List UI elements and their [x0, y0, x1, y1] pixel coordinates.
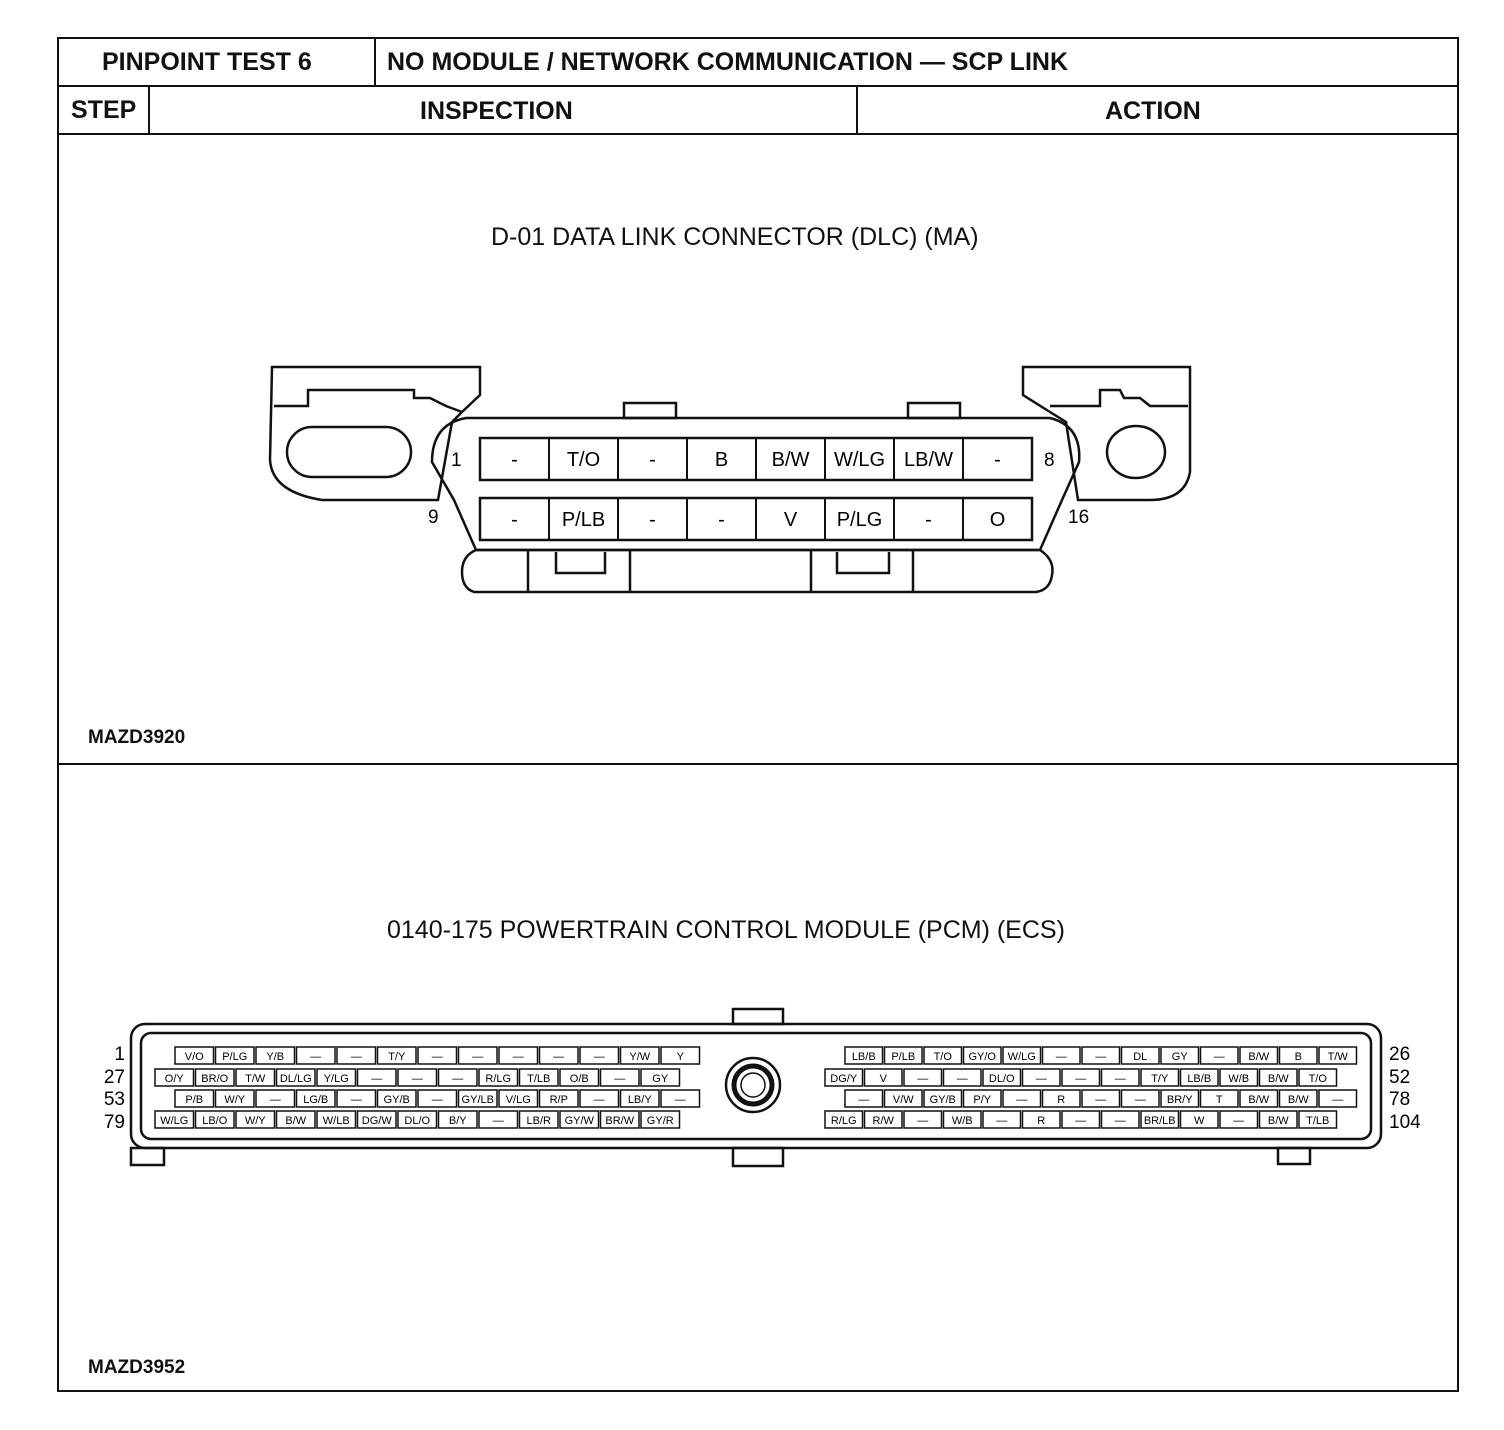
- pcm-pin-label: GY: [652, 1073, 669, 1085]
- pcm-pin-number-1: 1: [114, 1044, 125, 1065]
- dlc-pin-label: -: [511, 449, 518, 471]
- dlc-pin-label: P/LG: [836, 509, 883, 531]
- pcm-pin-label: —: [431, 1051, 443, 1063]
- pcm-pin-label: T/LB: [527, 1073, 551, 1085]
- pcm-pin-label: —: [371, 1073, 383, 1085]
- pcm-pin-label: —: [1075, 1115, 1087, 1127]
- pcm-pin-label: —: [917, 1073, 929, 1085]
- pcm-pin-label: —: [1134, 1094, 1146, 1106]
- pcm-pin-label: B/Y: [448, 1115, 467, 1127]
- pcm-pin-label: —: [1213, 1051, 1225, 1063]
- dlc-pin-label: -: [925, 509, 932, 531]
- pcm-pin-label: DL/O: [988, 1073, 1015, 1085]
- pcm-pin-number-79: 79: [103, 1112, 125, 1133]
- pcm-pin-label: T/LB: [1306, 1115, 1330, 1127]
- column-action: ACTION: [1105, 97, 1201, 125]
- test-title: NO MODULE / NETWORK COMMUNICATION — SCP LINK: [387, 48, 1068, 76]
- pcm-pin-label: T: [1215, 1094, 1223, 1106]
- dlc-pin-label: -: [994, 449, 1001, 471]
- pcm-pin-label: B: [1294, 1051, 1302, 1063]
- pcm-pin-label: BR/W: [605, 1115, 635, 1127]
- dlc-pin-label: P/LB: [561, 509, 606, 531]
- pcm-pin-label: —: [858, 1094, 870, 1106]
- dlc-pin-label: -: [649, 449, 656, 471]
- pcm-pin-label: —: [1016, 1094, 1028, 1106]
- pcm-pin-label: —: [472, 1051, 484, 1063]
- pcm-pin-label: W/B: [1228, 1073, 1250, 1085]
- pcm-pin-label: O/B: [569, 1073, 589, 1085]
- dlc-pin-number-1: 1: [451, 450, 462, 471]
- dlc-pin-label: LB/W: [904, 449, 953, 471]
- pcm-pin-label: GY: [1171, 1051, 1188, 1063]
- pcm-pin-label: DG/Y: [830, 1073, 858, 1085]
- dlc-pin-label: -: [649, 509, 656, 531]
- pcm-pin-label: —: [1075, 1073, 1087, 1085]
- dlc-pin-label: W/LG: [833, 449, 886, 471]
- pcm-pin-label: B/W: [1287, 1094, 1309, 1106]
- pcm-pin-label: R: [1037, 1115, 1046, 1127]
- dlc-pin-number-8: 8: [1044, 450, 1055, 471]
- pcm-pin-label: —: [269, 1094, 281, 1106]
- pcm-pin-label: GY/B: [383, 1094, 410, 1106]
- pcm-pin-label: Y/W: [629, 1051, 651, 1063]
- pcm-pin-label: —: [1035, 1073, 1047, 1085]
- pcm-pin-label: V/O: [184, 1051, 204, 1063]
- pcm-left-pin-block: [155, 1047, 700, 1128]
- column-step: STEP: [71, 96, 137, 124]
- pcm-pin-label: BR/Y: [1166, 1094, 1193, 1106]
- pcm-pin-label: R/LG: [830, 1115, 857, 1127]
- dlc-pin-label: B/W: [771, 449, 810, 471]
- pcm-pin-label: LB/O: [202, 1115, 228, 1127]
- pcm-pin-label: Y/LG: [323, 1073, 349, 1085]
- dlc-pin-number-16: 16: [1068, 507, 1090, 528]
- dlc-pin-label: V: [783, 509, 798, 531]
- pcm-pin-label: —: [1095, 1094, 1107, 1106]
- pcm-pin-label: DG/W: [361, 1115, 392, 1127]
- pcm-pin-label: —: [614, 1073, 626, 1085]
- pcm-pin-number-52: 52: [1389, 1067, 1411, 1088]
- pcm-pin-label: LB/R: [526, 1115, 551, 1127]
- pcm-pin-label: —: [310, 1051, 322, 1063]
- pcm-pin-label: LG/B: [303, 1094, 329, 1106]
- pcm-pin-label: —: [917, 1115, 929, 1127]
- pcm-pin-label: LB/B: [1187, 1073, 1212, 1085]
- pcm-pin-label: GY/O: [968, 1051, 997, 1063]
- pcm-pin-label: BR/LB: [1143, 1115, 1176, 1127]
- pcm-pin-label: DL: [1133, 1051, 1148, 1063]
- pcm-pin-label: —: [1095, 1051, 1107, 1063]
- pcm-pin-label: LB/Y: [627, 1094, 652, 1106]
- pcm-pin-number-78: 78: [1389, 1089, 1411, 1110]
- pcm-pin-label: W: [1194, 1115, 1205, 1127]
- pcm-pin-label: W/LG: [1007, 1051, 1036, 1063]
- pcm-pin-label: —: [411, 1073, 423, 1085]
- pcm-pin-label: T/O: [933, 1051, 952, 1063]
- dlc-pin-label: -: [511, 509, 518, 531]
- pcm-pin-label: V/W: [892, 1094, 914, 1106]
- pcm-pin-label: W/LG: [160, 1115, 189, 1127]
- pcm-pin-label: —: [350, 1094, 362, 1106]
- dlc-pin-label: T/O: [566, 449, 601, 471]
- dlc-pin-label: B: [714, 449, 729, 471]
- pcm-pin-label: BR/O: [201, 1073, 229, 1085]
- pcm-pin-label: —: [452, 1073, 464, 1085]
- pcm-pin-label: W/Y: [244, 1115, 266, 1127]
- pcm-title: 0140-175 POWERTRAIN CONTROL MODULE (PCM) (ECS): [387, 916, 1065, 944]
- pcm-pin-label: GY/LB: [461, 1094, 494, 1106]
- pcm-pin-label: W/Y: [224, 1094, 246, 1106]
- pcm-pin-label: R: [1057, 1094, 1066, 1106]
- pcm-pin-label: B/W: [1267, 1073, 1289, 1085]
- pcm-pin-label: R/P: [549, 1094, 568, 1106]
- pcm-pin-label: —: [593, 1094, 605, 1106]
- pcm-pin-label: T/W: [245, 1073, 266, 1085]
- pcm-pin-label: DL/O: [404, 1115, 431, 1127]
- pcm-pin-label: T/W: [1327, 1051, 1348, 1063]
- pcm-pin-label: DL/LG: [279, 1073, 312, 1085]
- pcm-pin-label: B/W: [285, 1115, 307, 1127]
- pcm-pin-label: P/LB: [891, 1051, 916, 1063]
- pcm-pin-label: —: [593, 1051, 605, 1063]
- pcm-pin-label: —: [1233, 1115, 1245, 1127]
- test-label: PINPOINT TEST 6: [102, 48, 312, 76]
- pcm-pin-label: —: [1055, 1051, 1067, 1063]
- pcm-pin-label: B/W: [1248, 1051, 1270, 1063]
- pcm-pin-number-27: 27: [103, 1067, 125, 1088]
- pcm-pin-label: Y: [676, 1051, 684, 1063]
- pcm-pin-label: T/Y: [388, 1051, 406, 1063]
- pcm-pin-label: T/Y: [1151, 1073, 1169, 1085]
- pcm-pin-label: GY/W: [564, 1115, 594, 1127]
- pcm-pin-label: LB/B: [851, 1051, 876, 1063]
- dlc-pin-number-9: 9: [428, 507, 439, 528]
- pcm-pin-label: R/LG: [485, 1073, 512, 1085]
- pcm-pin-label: P/Y: [973, 1094, 992, 1106]
- pcm-pin-label: GY/B: [929, 1094, 956, 1106]
- pcm-pin-label: Y/B: [266, 1051, 285, 1063]
- pcm-pin-label: —: [996, 1115, 1008, 1127]
- pcm-pin-label: V: [879, 1073, 887, 1085]
- pcm-pin-label: —: [674, 1094, 686, 1106]
- pcm-pin-label: P/LG: [222, 1051, 248, 1063]
- pcm-pin-label: —: [350, 1051, 362, 1063]
- pcm-pin-label: —: [1114, 1073, 1126, 1085]
- column-inspection: INSPECTION: [420, 97, 573, 125]
- pcm-pin-label: —: [431, 1094, 443, 1106]
- pcm-pin-label: R/W: [872, 1115, 894, 1127]
- pcm-pin-label: —: [1114, 1115, 1126, 1127]
- pcm-pin-label: —: [492, 1115, 504, 1127]
- pcm-pin-label: P/B: [185, 1094, 204, 1106]
- pcm-pin-label: —: [512, 1051, 524, 1063]
- pcm-pin-label: —: [1332, 1094, 1344, 1106]
- pcm-right-pin-block: [825, 1047, 1357, 1128]
- pcm-pin-label: O/Y: [164, 1073, 184, 1085]
- pcm-pin-label: —: [956, 1073, 968, 1085]
- pcm-figure-id: MAZD3952: [88, 1357, 186, 1378]
- pcm-pin-label: B/W: [1267, 1115, 1289, 1127]
- pcm-pin-label: T/O: [1308, 1073, 1327, 1085]
- dlc-title: D-01 DATA LINK CONNECTOR (DLC) (MA): [491, 223, 979, 251]
- dlc-pin-label: O: [989, 509, 1006, 531]
- pcm-pin-label: W/LB: [322, 1115, 350, 1127]
- pcm-pin-number-26: 26: [1389, 1044, 1411, 1065]
- pcm-pin-label: B/W: [1248, 1094, 1270, 1106]
- pcm-pin-label: —: [553, 1051, 565, 1063]
- pcm-pin-number-104: 104: [1389, 1112, 1421, 1133]
- pcm-pin-label: GY/R: [646, 1115, 674, 1127]
- dlc-pin-label: -: [718, 509, 725, 531]
- pcm-pin-label: W/B: [951, 1115, 973, 1127]
- dlc-figure-id: MAZD3920: [88, 727, 186, 748]
- pcm-pin-label: V/LG: [505, 1094, 531, 1106]
- pcm-pin-number-53: 53: [103, 1089, 125, 1110]
